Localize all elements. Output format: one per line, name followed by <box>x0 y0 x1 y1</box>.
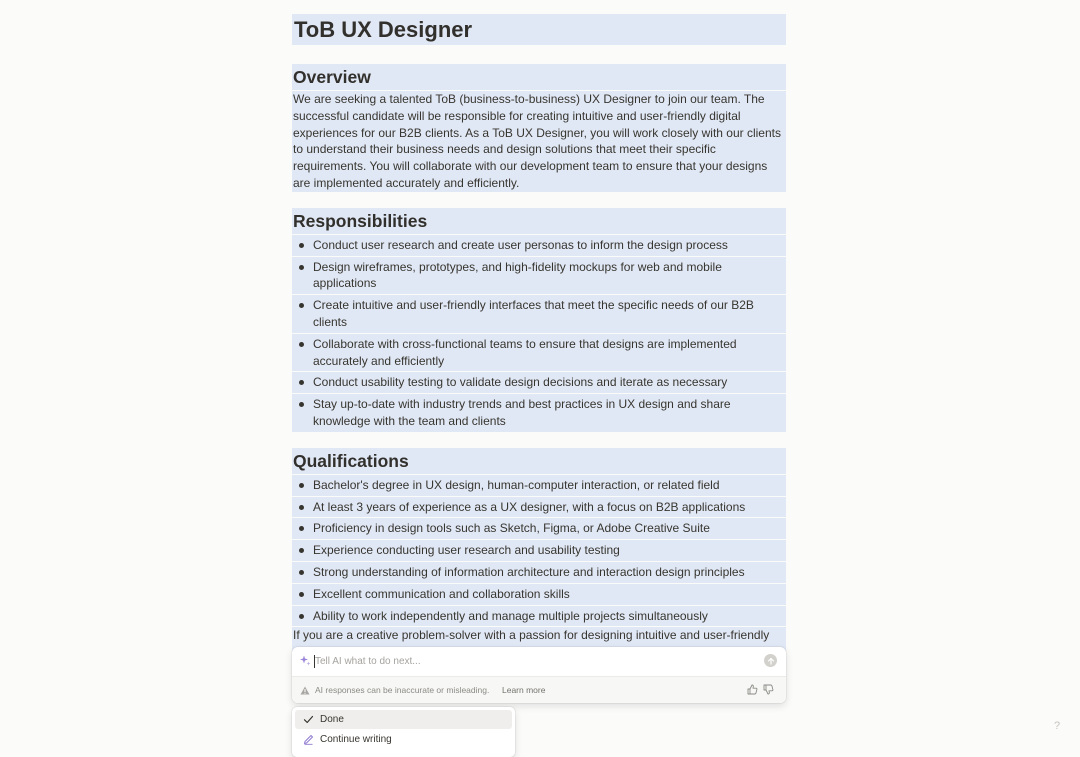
list-item-text: Bachelor's degree in UX design, human-computer interaction, or related field <box>313 477 720 492</box>
bullet-icon <box>299 505 304 510</box>
responsibilities-heading[interactable]: Responsibilities <box>292 208 786 234</box>
submit-arrow-icon[interactable] <box>764 654 777 667</box>
list-item[interactable] <box>292 372 786 393</box>
help-icon[interactable]: ? <box>1053 720 1061 732</box>
document <box>292 14 786 661</box>
ai-prompt-panel <box>292 647 786 703</box>
bullet-icon <box>299 303 304 308</box>
thumbs-up-icon[interactable] <box>747 684 758 695</box>
ai-prompt-input[interactable] <box>315 653 755 670</box>
bullet-icon <box>299 526 304 531</box>
bullet-icon <box>299 483 304 488</box>
ai-sparkle-icon <box>300 655 311 666</box>
list-item-text: Collaborate with cross-functional teams to ensure that designs are implemented accurately and efficiently <box>313 336 737 368</box>
list-item-text: Excellent communication and collaboration skills <box>313 586 570 601</box>
closing-paragraph[interactable]: If you are a creative problem-solver with a passion for designing intuitive and user-friendly <box>292 627 786 661</box>
list-item[interactable] <box>292 562 786 583</box>
bullet-icon <box>299 265 304 270</box>
list-item[interactable] <box>292 518 786 539</box>
bullet-icon <box>299 592 304 597</box>
ai-disclaimer: AI responses can be inaccurate or misleading. <box>315 685 490 695</box>
thumbs-down-icon[interactable] <box>763 684 774 695</box>
list-item[interactable] <box>292 394 786 432</box>
bullet-icon <box>299 402 304 407</box>
menu-item-continue-writing[interactable] <box>295 730 512 749</box>
bullet-icon <box>299 380 304 385</box>
list-item[interactable] <box>292 540 786 561</box>
list-item[interactable] <box>292 295 786 333</box>
list-item-text: Create intuitive and user-friendly interfaces that meet the specific needs of our B2B clients <box>313 298 754 329</box>
list-item[interactable] <box>292 334 786 372</box>
bullet-icon <box>299 243 304 248</box>
page-title[interactable]: ToB UX Designer <box>292 14 786 45</box>
bullet-icon <box>299 342 304 347</box>
list-item[interactable] <box>292 584 786 605</box>
list-item-text: Ability to work independently and manage multiple projects simultaneously <box>313 608 708 623</box>
menu-item-label: Done <box>320 714 344 725</box>
ai-action-menu <box>292 707 515 757</box>
list-item-text: Design wireframes, prototypes, and high-fidelity mockups for web and mobile applications <box>313 259 722 291</box>
overview-paragraph[interactable]: We are seeking a talented ToB (business-to-business) UX Designer to join our team. The successful candidate will be responsible for creating intuitive and user-friendly digital experiences for our B2B clients. As a ToB UX Designer, you will work closely with our clients to understand their business needs and design solutions that meet their specific requirements. You will collaborate with our development team to ensure that your designs are implemented accurately and efficiently. <box>292 91 786 192</box>
responsibilities-list <box>292 235 786 432</box>
list-item-text: Experience conducting user research and usability testing <box>313 543 620 558</box>
list-item-text: Conduct user research and create user personas to inform the design process <box>313 237 728 252</box>
overview-heading[interactable]: Overview <box>292 64 786 90</box>
list-item-text: Proficiency in design tools such as Sketch, Figma, or Adobe Creative Suite <box>313 521 710 536</box>
pencil-icon <box>303 734 314 745</box>
list-item[interactable] <box>292 475 786 496</box>
menu-item-label: Continue writing <box>320 734 392 745</box>
ai-input-row <box>292 647 786 675</box>
warning-icon <box>300 686 310 695</box>
list-item-text: At least 3 years of experience as a UX designer, with a focus on B2B applications <box>313 499 746 514</box>
bullet-icon <box>299 570 304 575</box>
qualifications-heading[interactable]: Qualifications <box>292 448 786 474</box>
qualifications-list <box>292 475 786 627</box>
list-item-text: Conduct usability testing to validate design decisions and iterate as necessary <box>313 375 728 390</box>
list-item[interactable] <box>292 606 786 627</box>
list-item-text: Stay up-to-date with industry trends and best practices in UX design and share knowledge with the team and clients <box>313 397 731 428</box>
learn-more-link[interactable]: Learn more <box>502 685 546 695</box>
bullet-icon <box>299 548 304 553</box>
ai-footer <box>292 676 786 703</box>
list-item[interactable] <box>292 497 786 518</box>
menu-item-done[interactable] <box>295 710 512 729</box>
list-item-text: Strong understanding of information architecture and interaction design principles <box>313 564 745 579</box>
list-item[interactable] <box>292 257 786 295</box>
bullet-icon <box>299 614 304 619</box>
check-icon <box>303 714 314 725</box>
list-item[interactable] <box>292 235 786 256</box>
